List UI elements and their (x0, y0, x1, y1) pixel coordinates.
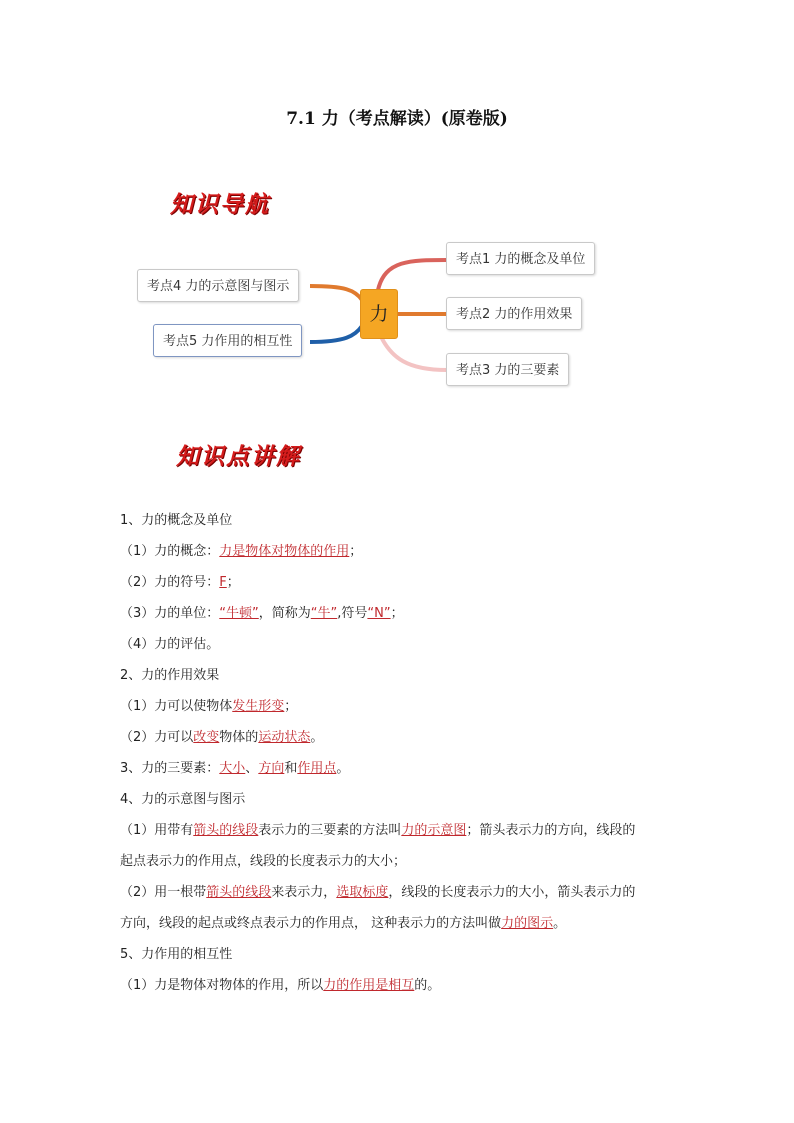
item-1-1: （1）力的概念：力是物体对物体的作用； (120, 544, 363, 559)
heading-knowledge-points: 知识点讲解 (176, 443, 301, 470)
item-4-1-cont: 起点表示力的作用点，线段的长度表示力的大小； (120, 854, 407, 869)
content-body (120, 505, 680, 1001)
mindmap-center-node: 力 (360, 289, 398, 339)
section-3-title: 3、力的三要素：大小、方向和作用点。 (120, 761, 350, 776)
item-4-2-cont: 方向，线段的起点或终点表示力的作用点， 这种表示力的方法叫做力的图示。 (120, 916, 567, 931)
heading-knowledge-nav: 知识导航 (170, 191, 270, 218)
connector-5 (310, 326, 362, 342)
connector-1 (378, 260, 447, 290)
section-1-title: 1、力的概念及单位 (120, 513, 233, 528)
item-1-2: （2）力的符号：F； (120, 575, 240, 590)
page-title: 7.1 力（考点解读）(原卷版) (286, 109, 508, 129)
section-4-title: 4、力的示意图与图示 (120, 792, 246, 807)
mindmap-node-4: 考点4 力的示意图与图示 (137, 269, 299, 302)
item-4-1: （1）用带有箭头的线段表示力的三要素的方法叫力的示意图；箭头表示力的方向，线段的 (120, 823, 636, 838)
item-2-2: （2）力可以改变物体的运动状态。 (120, 730, 324, 745)
item-1-3: （3）力的单位：“牛顿”，简称为“牛”,符号“N”； (120, 606, 404, 621)
item-2-1: （1）力可以使物体发生形变； (120, 699, 298, 714)
section-5-title: 5、力作用的相互性 (120, 947, 233, 962)
item-4-2: （2）用一根带箭头的线段来表示力，选取标度，线段的长度表示力的大小，箭头表示力的 (120, 885, 636, 900)
mindmap-node-1: 考点1 力的概念及单位 (446, 242, 595, 275)
connector-4 (310, 286, 362, 300)
item-1-4: （4）力的评估。 (120, 637, 220, 652)
mindmap-node-5: 考点5 力作用的相互性 (153, 324, 302, 357)
mindmap-node-3: 考点3 力的三要素 (446, 353, 569, 386)
section-2-title: 2、力的作用效果 (120, 668, 220, 683)
item-5-1: （1）力是物体对物体的作用，所以力的作用是相互的。 (120, 978, 441, 993)
mindmap-node-2: 考点2 力的作用效果 (446, 297, 582, 330)
